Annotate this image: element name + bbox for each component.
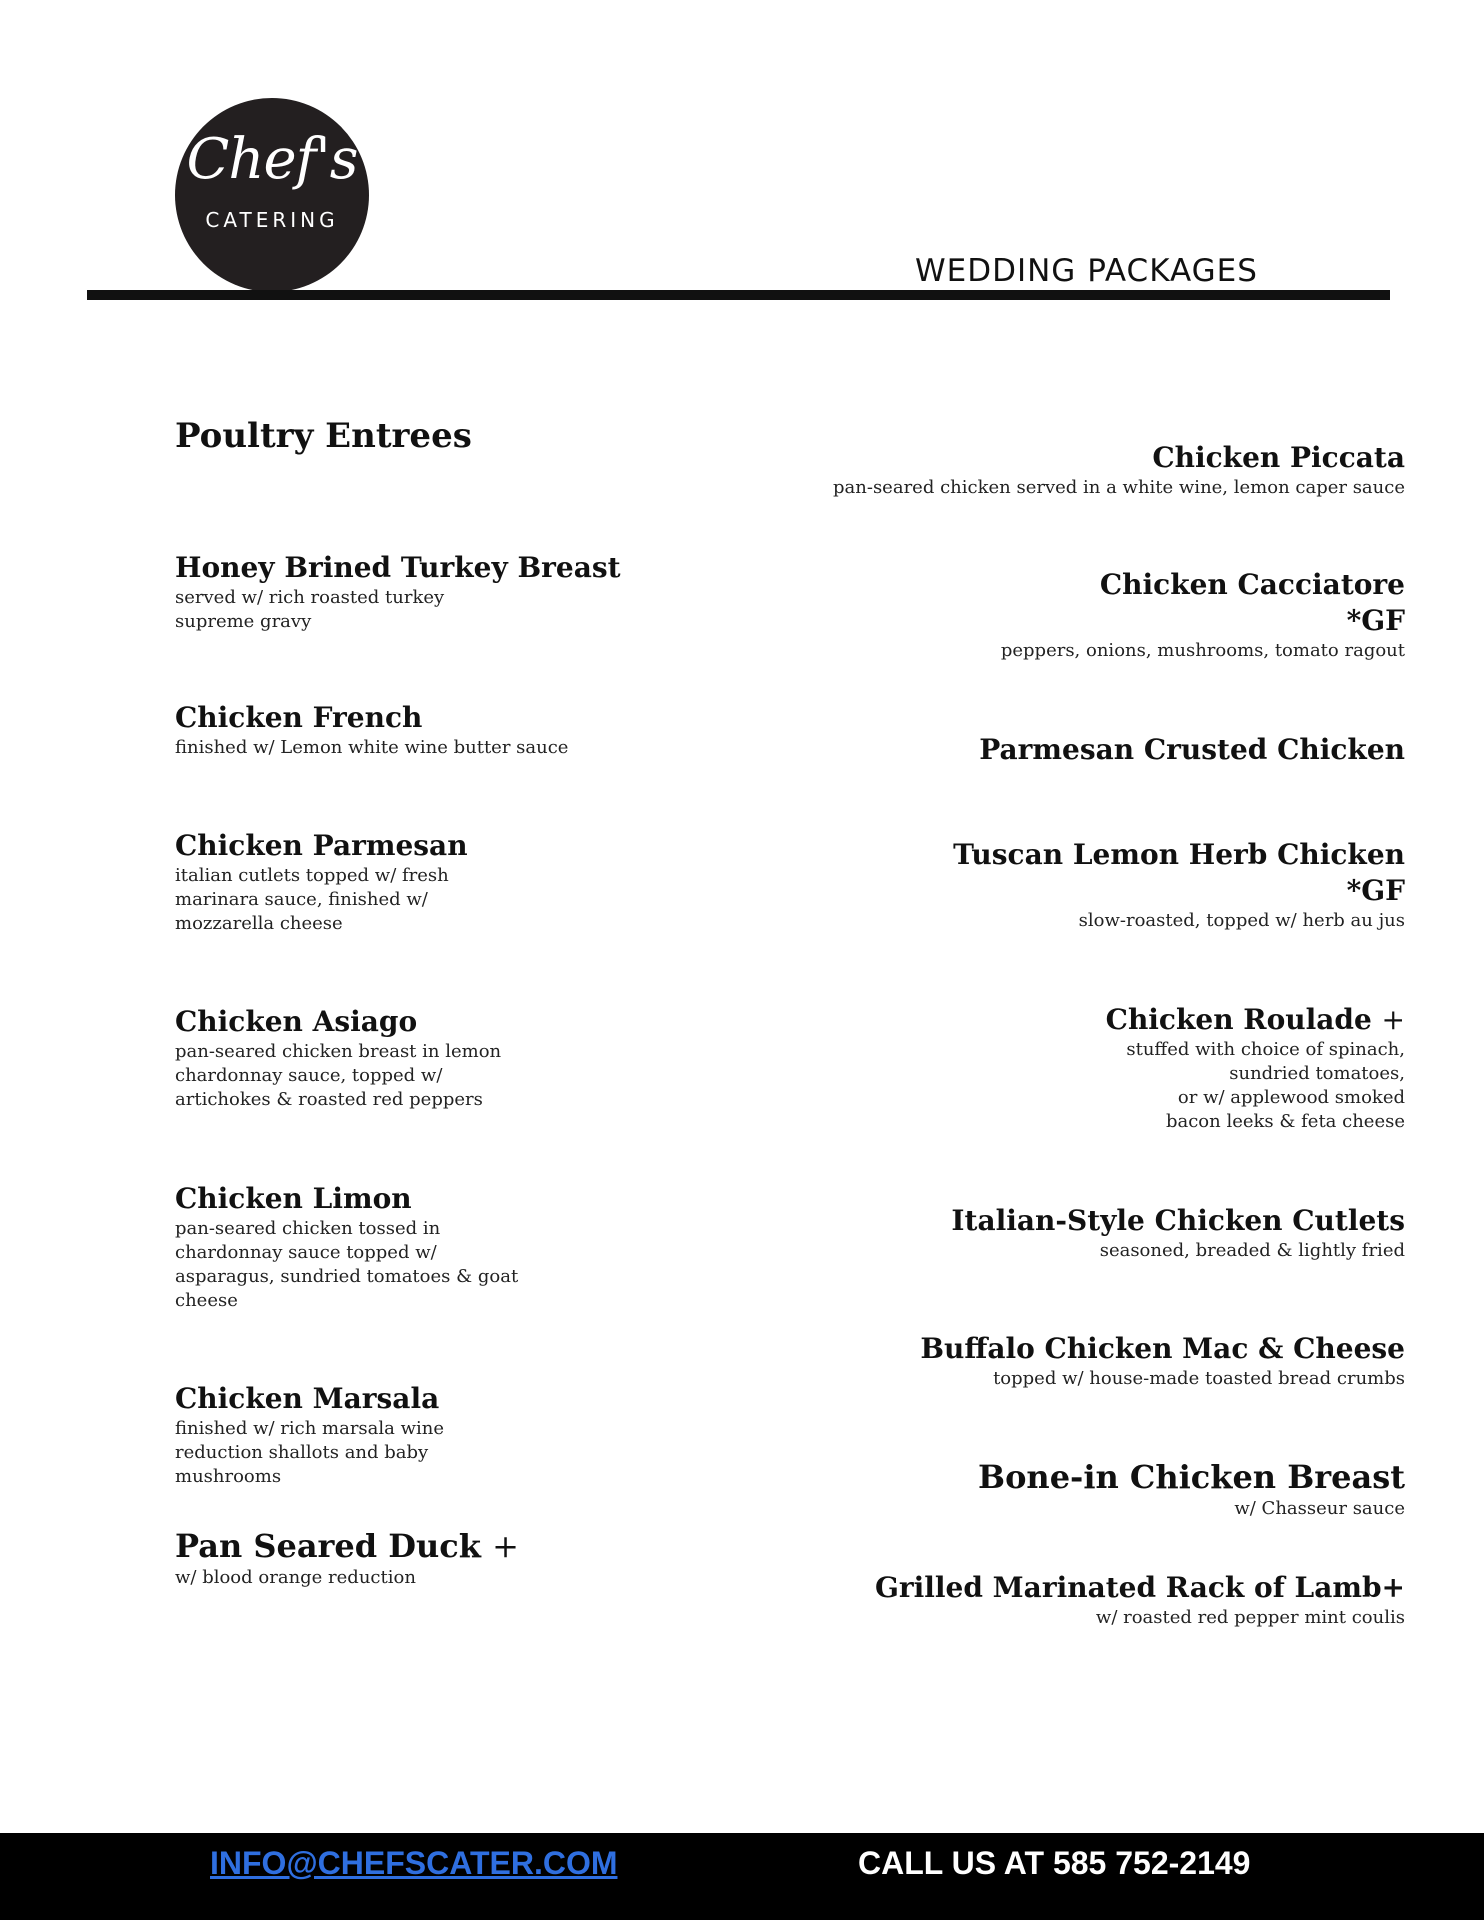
menu-item [175,1526,635,1590]
menu-item-description: italian cutlets topped w/ fresh marinara sauce, finished w/ mozzarella cheese [175,865,449,934]
menu-item [175,700,635,760]
phone-number: CALL US AT 585 752-2149 [858,1845,1251,1881]
menu-item-name: Parmesan Crusted Chicken [979,733,1405,766]
menu-item-name: Chicken Parmesan [175,829,468,862]
menu-item-description: pan-seared chicken served in a white wine, lemon caper sauce [833,477,1405,498]
logo-script-text: Chef's [186,127,358,192]
menu-item-name: Chicken Piccata [1152,441,1405,474]
menu-item [765,1203,1405,1263]
menu-item-description: w/ Chasseur sauce [1234,1498,1405,1519]
menu-item-name: Grilled Marinated Rack of Lamb+ [874,1571,1405,1604]
menu-item-description: peppers, onions, mushrooms, tomato ragout [1000,640,1405,661]
menu-item-description: w/ blood orange reduction [175,1567,416,1588]
menu-item-description: seasoned, breaded & lightly fried [1099,1240,1405,1261]
menu-item-name [175,1526,635,1566]
menu-item-description: stuffed with choice of spinach, sundried tomatoes, or w/ applewood smoked bacon leeks & feta cheese [1126,1039,1405,1132]
menu-item-name: Italian-Style Chicken Cutlets [951,1204,1405,1237]
menu-item [765,1457,1405,1521]
menu-item [175,828,635,936]
logo [175,98,369,292]
menu-item-name: Chicken French [175,701,423,734]
menu-item-name [765,1002,1405,1038]
menu-item-name: Tuscan Lemon Herb Chicken [953,838,1405,871]
menu-item [175,550,635,634]
menu-item-name: Buffalo Chicken Mac & Cheese [920,1332,1405,1365]
menu-item [175,1381,635,1489]
menu-item-name: Honey Brined Turkey Breast [175,551,621,584]
menu-item-name: Bone-in Chicken Breast [978,1458,1405,1496]
menu-item [765,1002,1405,1134]
menu-item [765,567,1405,663]
menu-item-name: Chicken Asiago [175,1005,418,1038]
menu-item [175,1181,635,1313]
menu-item-name-text: Chicken Roulade [1105,1003,1372,1036]
menu-item-name: Chicken Marsala [175,1382,440,1415]
menu-item-description: slow-roasted, topped w/ herb au jus [1078,910,1405,931]
menu-item [765,1570,1405,1630]
menu-item-description: pan-seared chicken tossed in chardonnay sauce topped w/ asparagus, sundried tomatoes & goat cheese [175,1218,519,1311]
menu-item-description: pan-seared chicken breast in lemon chardonnay sauce, topped w/ artichokes & roasted red peppers [175,1041,502,1110]
menu-item-name-text: Pan Seared Duck [175,1527,481,1565]
menu-item-description: topped w/ house-made toasted bread crumbs [993,1368,1405,1389]
menu-item [765,1331,1405,1391]
gluten-free-tag: *GF [1346,604,1405,637]
menu-item-name: Chicken Cacciatore [1099,568,1405,601]
premium-marker: + [1381,1003,1405,1036]
menu-item-description: finished w/ Lemon white wine butter sauce [175,737,569,758]
logo-subtitle: CATERING [205,208,339,232]
menu-item-name: Chicken Limon [175,1182,412,1215]
section-title: Poultry Entrees [175,416,472,456]
menu-item-description: w/ roasted red pepper mint coulis [1095,1607,1405,1628]
menu-item [765,732,1405,768]
gluten-free-tag: *GF [1346,874,1405,907]
email-link[interactable]: INFO@CHEFSCATER.COM [210,1845,618,1881]
menu-item-description: finished w/ rich marsala wine reduction shallots and baby mushrooms [175,1418,445,1487]
menu-item [175,1004,635,1112]
menu-item-description: served w/ rich roasted turkey supreme gravy [175,587,445,632]
header-divider [87,290,1390,300]
menu-item [765,837,1405,933]
menu-item [765,440,1405,500]
premium-marker: + [492,1527,519,1565]
page-title: WEDDING PACKAGES [915,253,1258,289]
